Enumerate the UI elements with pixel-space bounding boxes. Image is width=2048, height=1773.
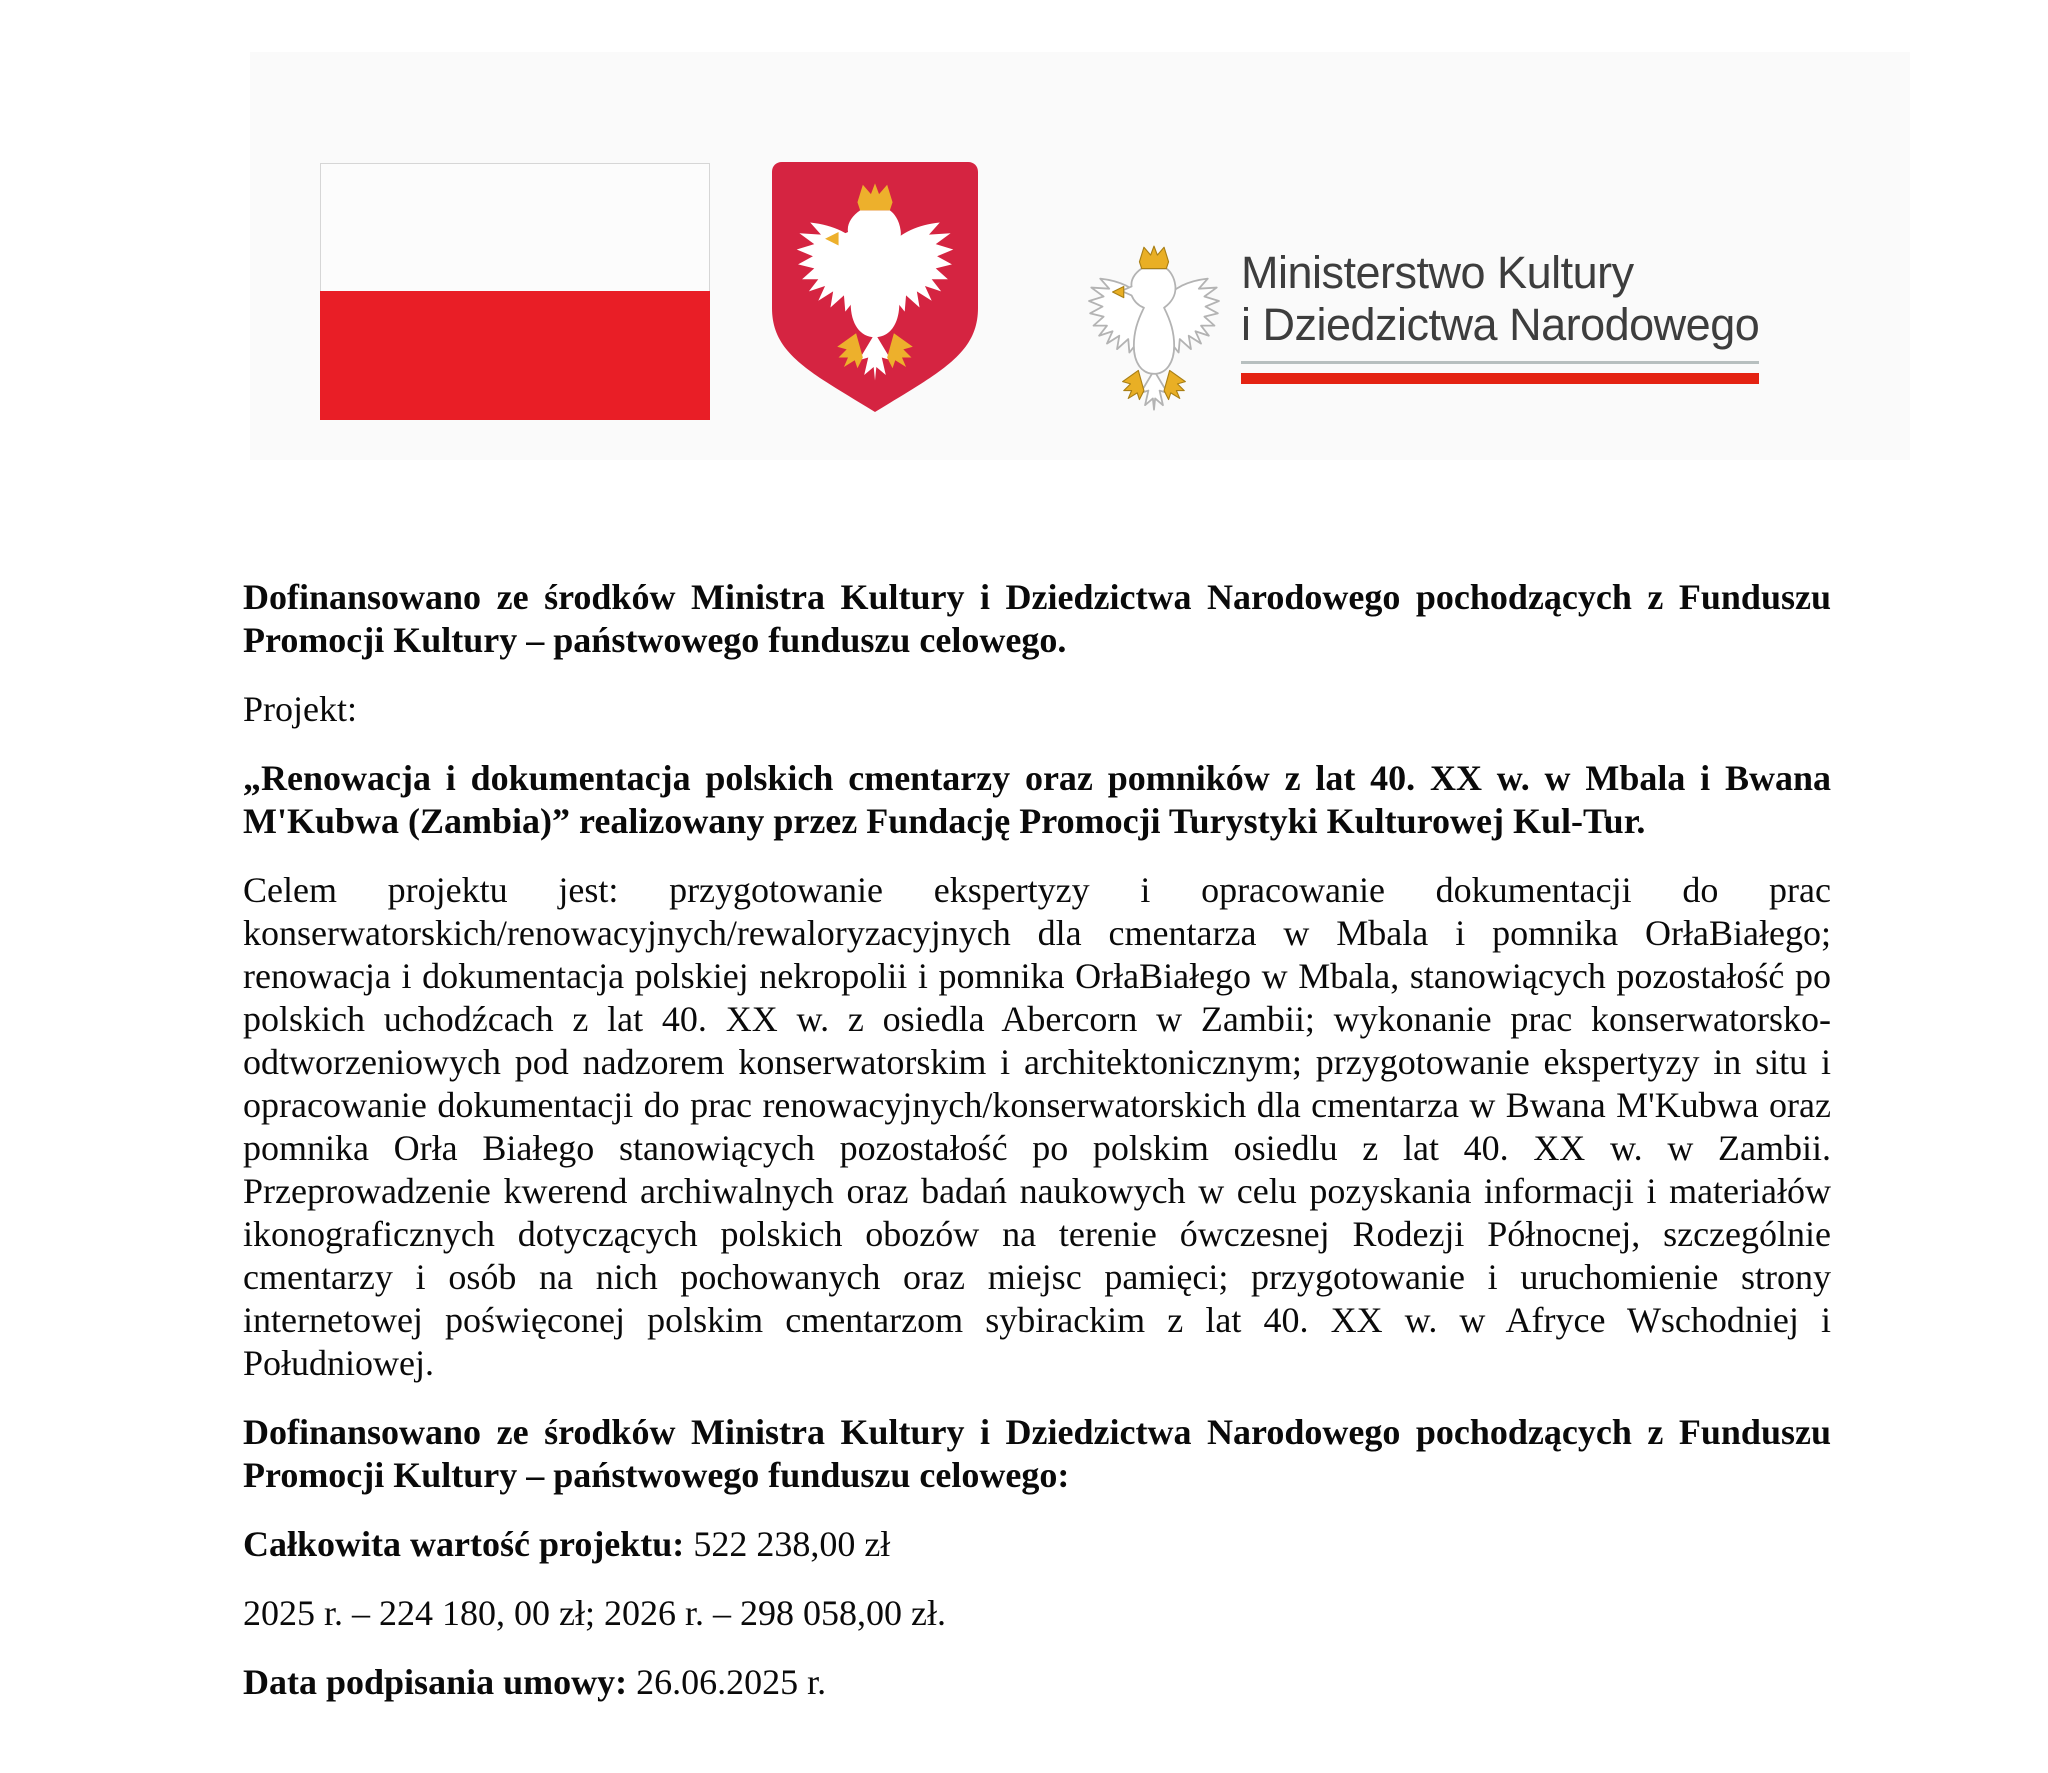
yearly-amounts-line: 2025 r. – 224 180, 00 zł; 2026 r. – 298 058,00 zł. (243, 1593, 946, 1633)
project-title: „Renowacja i dokumentacja polskich cmentarzy oraz pomników z lat 40. XX w. w Mbala i Bwana M'Kubwa (Zambia)” realizowany przez Fundację Promocji Turystyki Kulturowej Kul-Tur. (243, 758, 1831, 841)
ministry-logo (1085, 245, 1759, 413)
coat-of-arms-icon (770, 158, 980, 418)
flag-red-stripe (320, 291, 710, 420)
total-value-line (243, 1523, 1831, 1566)
ministry-divider-red-line (1241, 373, 1759, 384)
funding-note-paragraph: Dofinansowano ze środków Ministra Kultury i Dziedzictwa Narodowego pochodzących z Funduszu Promocji Kultury – państwowego funduszu celowego: (243, 1412, 1831, 1495)
total-value-label: Całkowita wartość projektu: (243, 1524, 685, 1564)
ministry-name-line2: i Dziedzictwa Narodowego (1241, 299, 1760, 350)
flag-white-stripe (320, 163, 710, 291)
ministry-divider-gray-line (1241, 361, 1759, 364)
signing-date-label: Data podpisania umowy: (243, 1662, 628, 1702)
logos-banner (250, 52, 1910, 460)
ministry-name-line1: Ministerstwo Kultury (1241, 247, 1634, 298)
project-label: Projekt: (243, 689, 357, 729)
funding-intro-paragraph: Dofinansowano ze środków Ministra Kultury i Dziedzictwa Narodowego pochodzących z Funduszu Promocji Kultury – państwowego funduszu celowego. (243, 577, 1831, 660)
ministry-logotype (1241, 247, 1759, 384)
project-description: Celem projektu jest: przygotowanie ekspertyzy i opracowanie dokumentacji do prac konserwatorskich/renowacyjnych/rewaloryzacyjnych dla cmentarza w Mbala i pomnika OrłaBiałego; renowacja i dokumentacja polskiej nekropolii i pomnika OrłaBiałego w Mbala, stanowiących pozostałość po polskich uchodźcach z lat 40. XX w. z osiedla Abercorn w Zambii; wykonanie prac konserwatorsko-odtworzeniowych pod nadzorem konserwatorskim i architektonicznym; przygotowanie ekspertyzy in situ i opracowanie dokumentacji do prac renowacyjnych/konserwatorskich dla cmentarza w Bwana M'Kubwa oraz pomnika Orła Białego stanowiących pozostałość po polskim osiedlu z lat 40. XX w. w Zambii. Przeprowadzenie kwerend archiwalnych oraz badań naukowych w celu pozyskania informacji i materiałów ikonograficznych dotyczących polskich obozów na terenie ówczesnej Rodezji Północnej, szczególnie cmentarzy i osób na nich pochowanych oraz miejsc pamięci; przygotowanie i uruchomienie strony internetowej poświęconej polskim cmentarzom sybirackim z lat 40. XX w. w Afryce Wschodniej i Południowej. (243, 870, 1831, 1383)
ministry-eagle-icon (1085, 245, 1223, 413)
document-content (243, 576, 1831, 1730)
total-value: 522 238,00 zł (693, 1524, 891, 1564)
signing-date-line (243, 1661, 1831, 1704)
poland-flag-icon (320, 163, 710, 420)
signing-date: 26.06.2025 r. (636, 1662, 827, 1702)
